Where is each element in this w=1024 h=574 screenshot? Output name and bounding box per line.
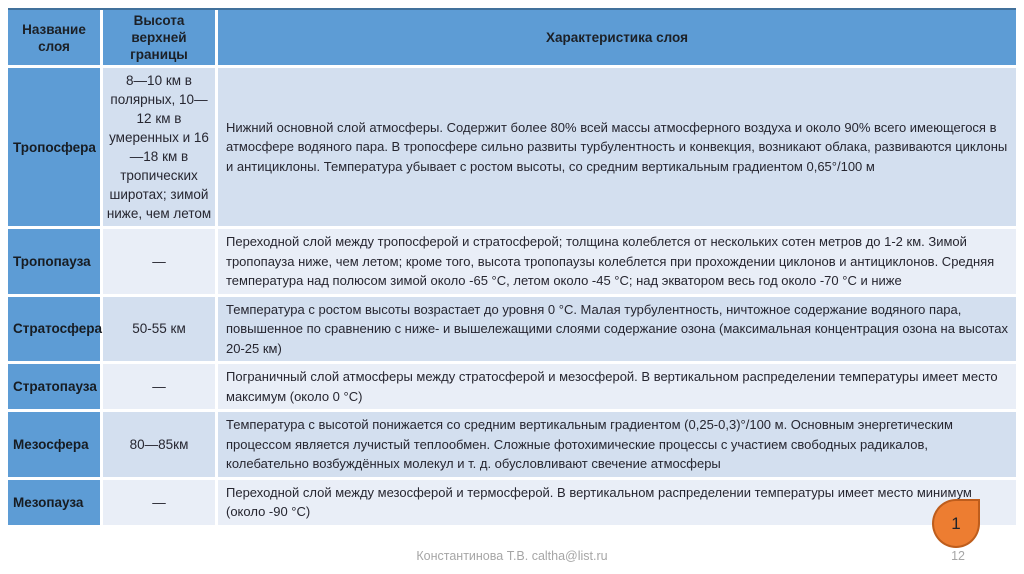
layer-description-cell: Температура с ростом высоты возрастает до уровня 0 °C. Малая турбулентность, ничтожное содержание водяного пара, повышенное по сравнению с ниже- и вышележащими слоями содержание озона (максимальная концентрация озона на высотах 20-25 км) — [218, 297, 1016, 362]
column-header-layer-characteristics: Характеристика слоя — [218, 10, 1016, 65]
layer-description-cell: Температура с высотой понижается со средним вертикальным градиентом (0,25-0,3)°/100 м. Основным энергетическим процессом является лучистый теплообмен. Сложные фотохимические процессы с участием свободных радикалов, колебательно возбуждённых молекул и т. д. обусловливают свечение атмосферы — [218, 412, 1016, 477]
layer-height-cell: 8—10 км в полярных, 10—12 км в умеренных и 16—18 км в тропических широтах; зимой ниже, чем летом — [103, 68, 215, 226]
table-row — [8, 68, 1016, 226]
table-row — [8, 229, 1016, 294]
table-row — [8, 412, 1016, 477]
table-row — [8, 364, 1016, 409]
layer-name-cell: Мезосфера — [8, 412, 100, 477]
table-header-row — [8, 10, 1016, 65]
layer-description-cell: Переходной слой между мезосферой и термосферой. В вертикальном распределении температуры имеет место минимум (около -90 °C) — [218, 480, 1016, 525]
page-number: 12 — [951, 549, 965, 563]
slide-number-badge — [932, 499, 980, 548]
layer-height-cell: — — [103, 480, 215, 525]
column-header-layer-name: Название слоя — [8, 10, 100, 65]
layer-description-cell: Переходной слой между тропосферой и стратосферой; толщина колеблется от нескольких сотен метров до 1-2 км. Зимой тропопауза ниже, чем летом; кроме того, высота тропопаузы колеблется при прохождении циклонов и антициклонов. Средняя температура над полюсом зимой около -65 °C, летом около -45 °C; над экватором весь год около -70 °C и ниже — [218, 229, 1016, 294]
layer-height-cell: 50-55 км — [103, 297, 215, 362]
table-row — [8, 297, 1016, 362]
footer-author-text: Константинова Т.В. caltha@list.ru — [416, 549, 608, 563]
layer-description-cell: Нижний основной слой атмосферы. Содержит более 80% всей массы атмосферного воздуха и около 90% всего имеющегося в атмосфере водяного пара. В тропосфере сильно развиты турбулентность и конвекция, возникают облака, развиваются циклоны и антициклоны. Температура убывает с ростом высоты, со средним вертикальным градиентом 0,65°/100 м — [218, 68, 1016, 226]
table-row — [8, 480, 1016, 525]
layer-name-cell: Стратосфера — [8, 297, 100, 362]
atmosphere-layers-table — [8, 8, 1016, 525]
layer-height-cell: 80—85км — [103, 412, 215, 477]
layer-height-cell: — — [103, 229, 215, 294]
layer-name-cell: Мезопауза — [8, 480, 100, 525]
layer-description-cell: Пограничный слой атмосферы между стратосферой и мезосферой. В вертикальном распределении температуры имеет место максимум (около 0 °C) — [218, 364, 1016, 409]
layer-name-cell: Тропосфера — [8, 68, 100, 226]
column-header-upper-boundary-height: Высота верхней границы — [103, 10, 215, 65]
slide-number-badge-label: 1 — [951, 513, 961, 533]
layer-name-cell: Тропопауза — [8, 229, 100, 294]
layer-height-cell: — — [103, 364, 215, 409]
table-body — [8, 68, 1016, 525]
layer-name-cell: Стратопауза — [8, 364, 100, 409]
